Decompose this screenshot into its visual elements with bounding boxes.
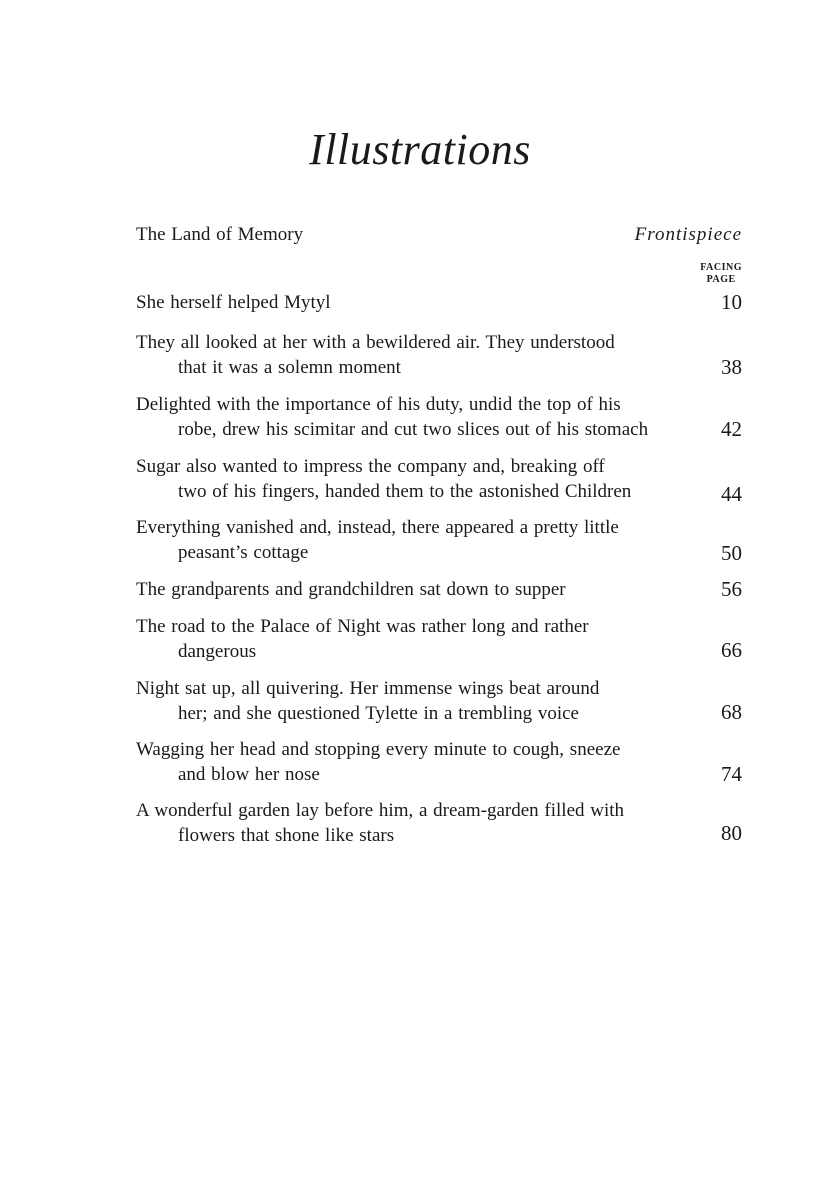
page-label: PAGE <box>706 274 736 285</box>
list-item <box>136 614 744 664</box>
list-item <box>136 737 744 787</box>
caption-line: The grandparents and grandchildren sat down to supper <box>136 579 566 600</box>
caption-line: They all looked at her with a bewildered air. They understood <box>136 332 615 353</box>
list-item <box>136 798 744 848</box>
list-item <box>136 515 744 565</box>
page-number: 56 <box>721 577 742 601</box>
caption-line: peasant’s cottage <box>178 542 309 563</box>
caption-line: dangerous <box>178 641 257 662</box>
list-item <box>136 330 744 380</box>
caption-line: Sugar also wanted to impress the company and, breaking off <box>136 456 605 477</box>
caption-line: two of his fingers, handed them to the astonished Children <box>178 481 632 502</box>
caption-line: Delighted with the importance of his duty, undid the top of his <box>136 394 621 415</box>
caption-line: Wagging her head and stopping every minute to cough, sneeze <box>136 739 621 760</box>
caption-line: her; and she questioned Tylette in a trembling voice <box>178 703 579 724</box>
page-number: 66 <box>721 638 742 662</box>
list-item <box>136 577 744 602</box>
list-item <box>136 290 744 315</box>
caption-line: Everything vanished and, instead, there appeared a pretty little <box>136 517 619 538</box>
page-number: 50 <box>721 541 742 565</box>
caption-line: She herself helped Mytyl <box>136 292 331 313</box>
list-item <box>136 676 744 726</box>
caption-line: Night sat up, all quivering. Her immense wings beat around <box>136 678 600 699</box>
caption-line: and blow her nose <box>178 764 320 785</box>
caption-line: The road to the Palace of Night was rather long and rather <box>136 616 589 637</box>
caption-line: that it was a solemn moment <box>178 357 401 378</box>
frontispiece-label: Frontispiece <box>634 224 742 245</box>
page-number: 10 <box>721 290 742 314</box>
caption-line: robe, drew his scimitar and cut two slices out of his stomach <box>178 419 649 440</box>
illustrations-list <box>136 0 744 1191</box>
list-item <box>136 454 744 504</box>
frontispiece-row <box>136 222 744 247</box>
facing-label: FACING <box>700 262 742 273</box>
frontispiece-caption <box>136 222 702 247</box>
list-item <box>136 392 744 442</box>
page-number: 74 <box>721 762 742 786</box>
caption-line: The Land of Memory <box>136 224 304 245</box>
page-number: 42 <box>721 417 742 441</box>
caption-line: flowers that shone like stars <box>178 825 395 846</box>
caption-line: A wonderful garden lay before him, a dream-garden filled with <box>136 800 625 821</box>
page-number: 80 <box>721 821 742 845</box>
page-number: 38 <box>721 355 742 379</box>
page-number: 44 <box>721 482 742 506</box>
page-title: Illustrations <box>309 125 531 174</box>
page-number: 68 <box>721 700 742 724</box>
facing-page-header <box>700 262 742 286</box>
